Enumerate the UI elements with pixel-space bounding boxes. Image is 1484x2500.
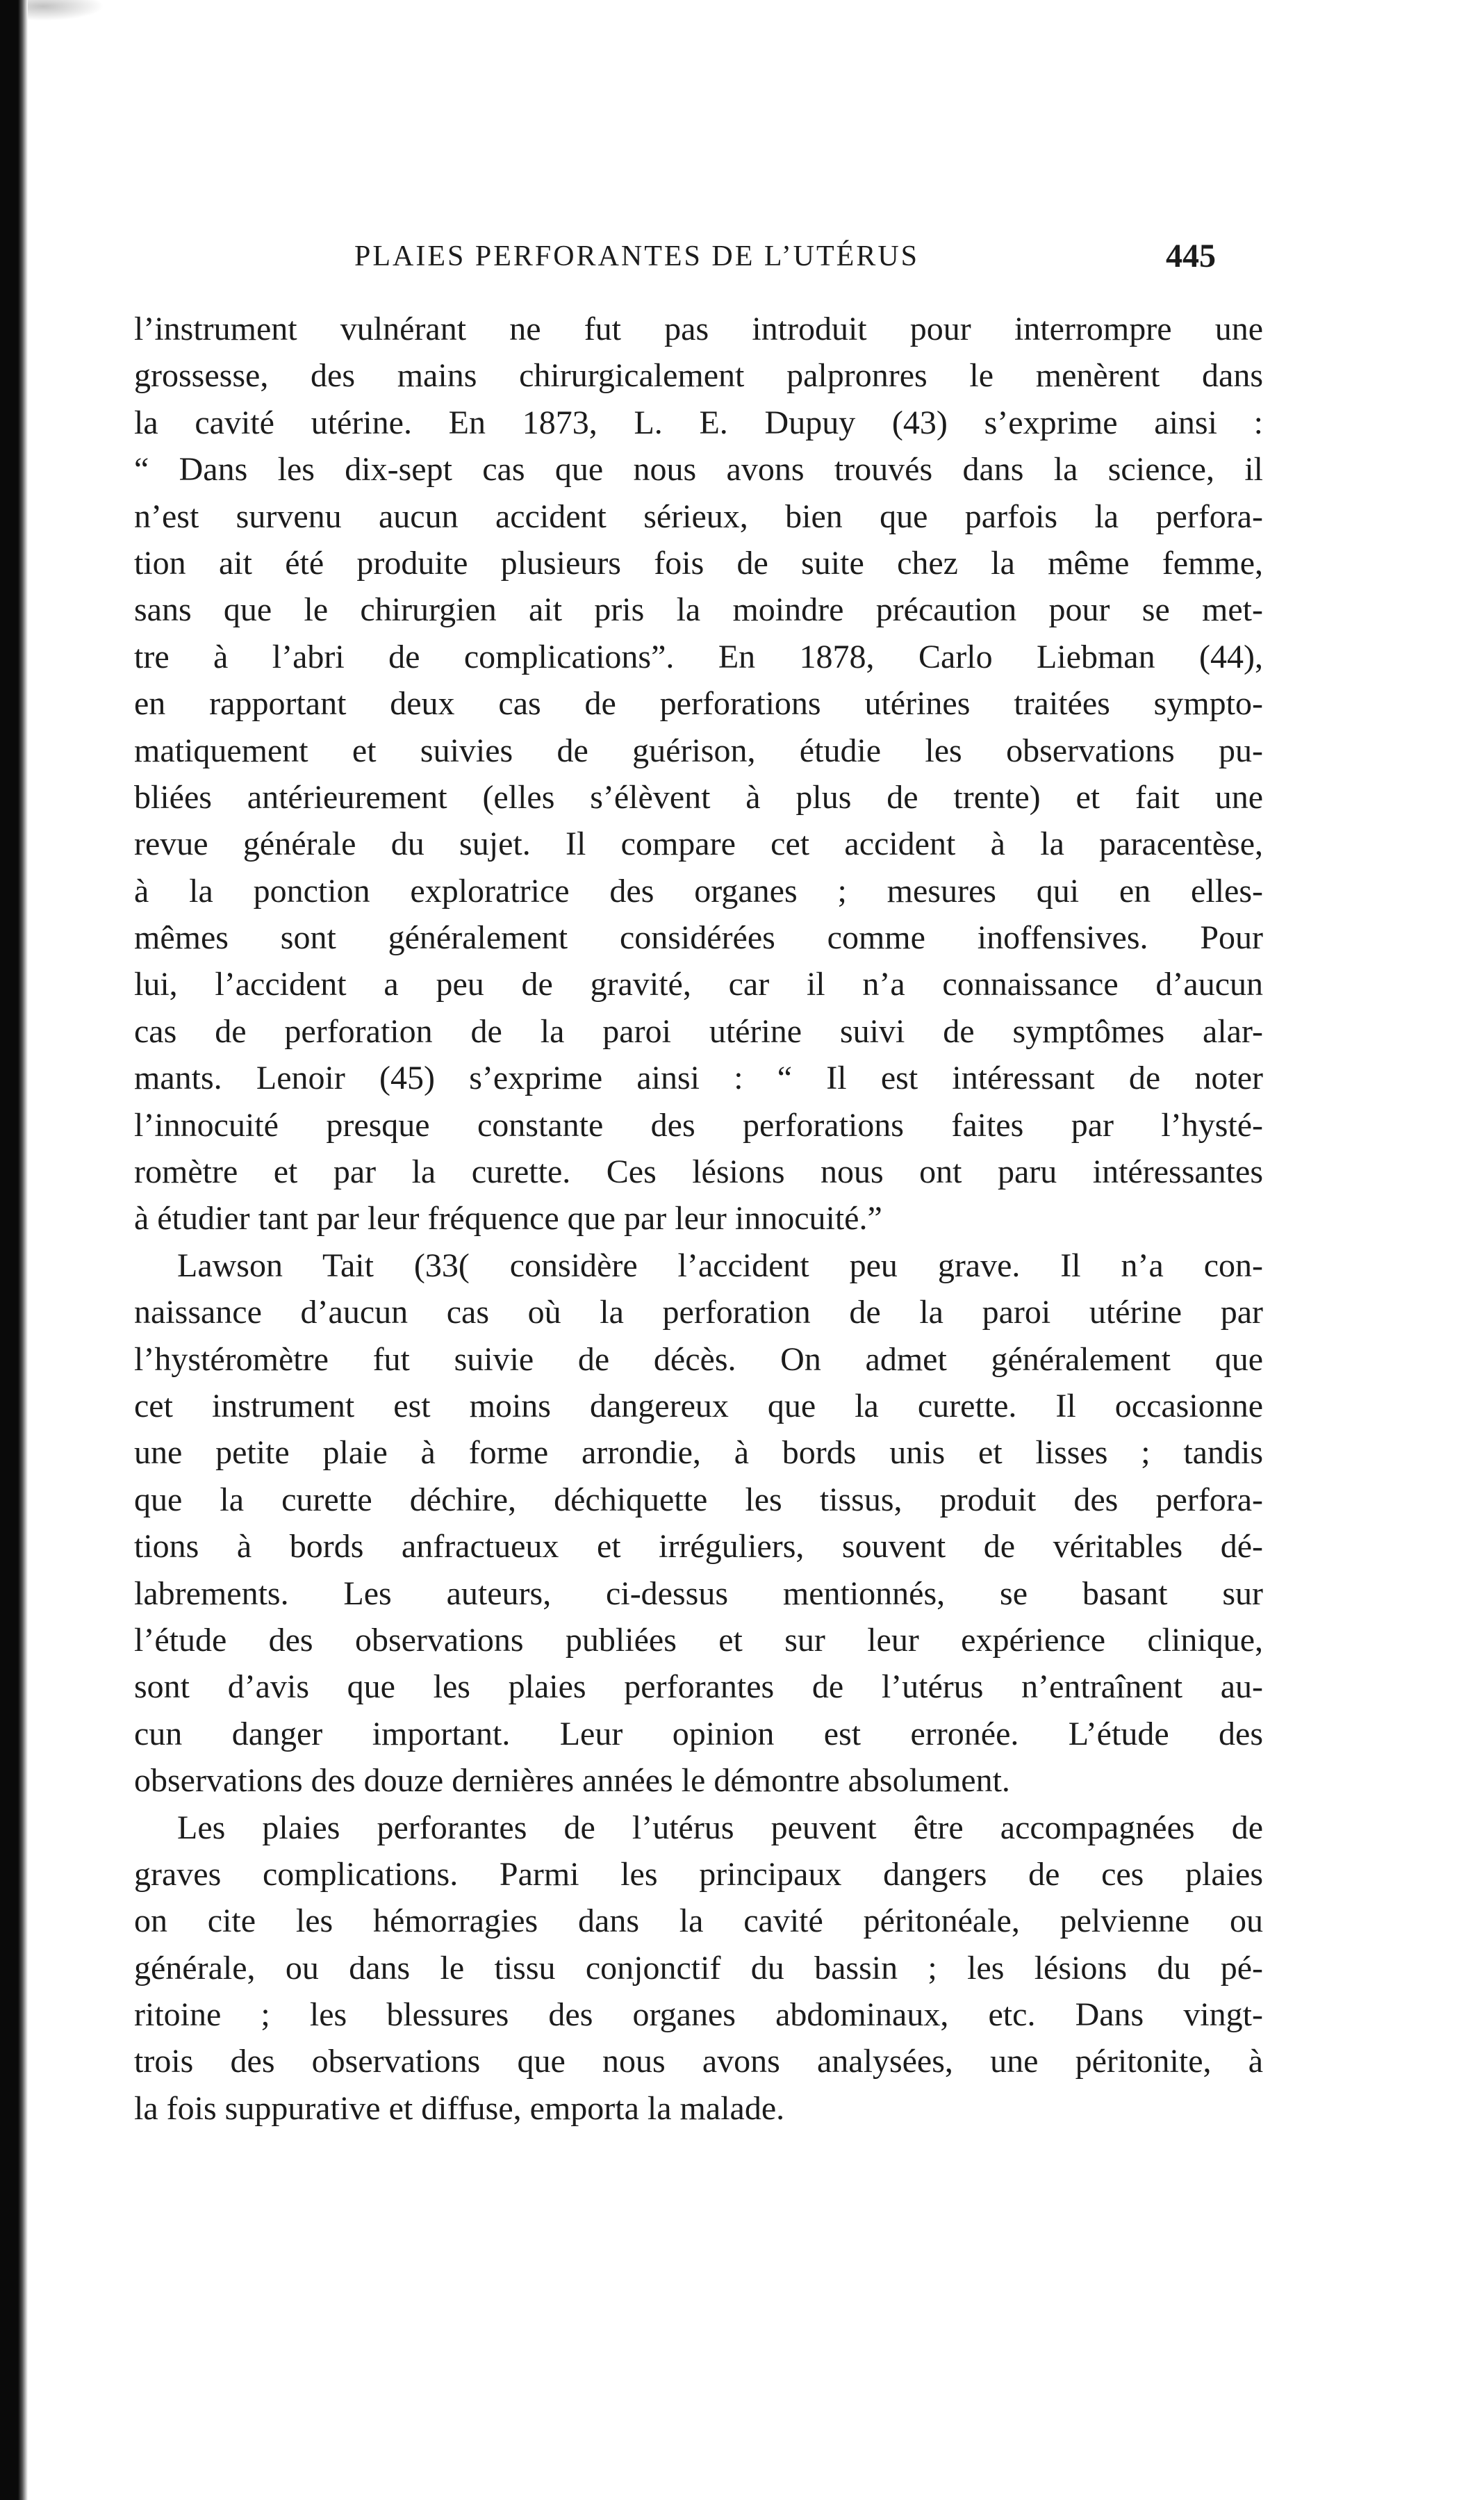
text-line: l’hystéromètre fut suivie de décès. On admet généralement que (134, 1340, 1263, 1378)
text-line: romètre et par la curette. Ces lésions nous ont paru intéressantes (134, 1153, 1263, 1191)
text-line: sans que le chirurgien ait pris la moindre précaution pour se met- (134, 591, 1263, 629)
text-line: que la curette déchire, déchiquette les tissus, produit des perfora- (134, 1481, 1263, 1518)
text-line: une petite plaie à forme arrondie, à bords unis et lisses ; tandis (134, 1434, 1263, 1472)
text-line: cun danger important. Leur opinion est erronée. L’étude des (134, 1715, 1263, 1752)
text-line: ritoine ; les blessures des organes abdominaux, etc. Dans vingt- (134, 1996, 1263, 2034)
text-line: grossesse, des mains chirurgicalement palpronres le menèrent dans (134, 357, 1263, 395)
text-line: la cavité utérine. En 1873, L. E. Dupuy (43) s’exprime ainsi : (134, 404, 1263, 441)
text-line: générale, ou dans le tissu conjonctif du bassin ; les lésions du pé- (134, 1949, 1263, 1987)
text-line: à étudier tant par leur fréquence que par leur innocuité.” (134, 1200, 882, 1237)
text-line: trois des observations que nous avons analysées, une péritonite, à (134, 2043, 1263, 2080)
running-head-title: PLAIES PERFORANTES DE L’UTÉRUS (354, 240, 920, 272)
text-line: tion ait été produite plusieurs fois de suite chez la même femme, (134, 544, 1263, 582)
text-line: en rapportant deux cas de perforations utérines traitées sympto- (134, 685, 1263, 723)
page-number: 445 (1166, 238, 1216, 274)
text-line: lui, l’accident a peu de gravité, car il n’a connaissance d’aucun (134, 966, 1263, 1003)
text-line: mants. Lenoir (45) s’exprime ainsi : “ Il est intéressant de noter (134, 1060, 1263, 1097)
body-text (134, 306, 1263, 2132)
text-line: labrements. Les auteurs, ci-dessus mentionnés, se basant sur (134, 1574, 1263, 1612)
scan-artifact (28, 0, 104, 21)
paragraph (134, 1804, 1263, 2132)
text-line: Lawson Tait (33( considère l’accident peu grave. Il n’a con- (177, 1247, 1263, 1284)
paragraph (134, 1242, 1263, 1804)
text-line: on cite les hémorragies dans la cavité péritonéale, pelvienne ou (134, 1902, 1263, 1940)
text-line: naissance d’aucun cas où la perforation de la paroi utérine par (134, 1294, 1263, 1331)
text-line: l’étude des observations publiées et sur leur expérience clinique, (134, 1621, 1263, 1659)
text-line: mêmes sont généralement considérées comme inoffensives. Pour (134, 919, 1263, 957)
text-line: “ Dans les dix-sept cas que nous avons trouvés dans la science, il (134, 451, 1263, 488)
scan-binding-edge (0, 0, 28, 2500)
paragraph (134, 306, 1263, 1242)
text-line: observations des douze dernières années le démontre absolument. (134, 1762, 1010, 1800)
text-line: cas de perforation de la paroi utérine suivi de symptômes alar- (134, 1012, 1263, 1050)
text-line: n’est survenu aucun accident sérieux, bien que parfois la perfora- (134, 497, 1263, 535)
text-line: la fois suppurative et diffuse, emporta la malade. (134, 2089, 785, 2127)
text-line: revue générale du sujet. Il compare cet accident à la paracentèse, (134, 825, 1263, 863)
text-line: l’instrument vulnérant ne fut pas introduit pour interrompre une (134, 311, 1263, 347)
text-line: à la ponction exploratrice des organes ; mesures qui en elles- (134, 872, 1263, 910)
text-line: l’innocuité presque constante des perforations faites par l’hysté- (134, 1106, 1263, 1144)
text-line: tre à l’abri de complications”. En 1878, Carlo Liebman (44), (134, 638, 1263, 675)
text-line: graves complications. Parmi les principaux dangers de ces plaies (134, 1855, 1263, 1893)
text-line: sont d’avis que les plaies perforantes de l’utérus n’entraînent au- (134, 1668, 1263, 1706)
text-line: bliées antérieurement (elles s’élèvent à plus de trente) et fait une (134, 778, 1263, 816)
text-line: cet instrument est moins dangereux que la curette. Il occasionne (134, 1387, 1263, 1424)
text-line: Les plaies perforantes de l’utérus peuvent être accompagnées de (177, 1809, 1263, 1846)
running-head (354, 232, 1216, 281)
text-line: tions à bords anfractueux et irréguliers, souvent de véritables dé- (134, 1528, 1263, 1565)
text-line: matiquement et suivies de guérison, étudie les observations pu- (134, 732, 1263, 769)
